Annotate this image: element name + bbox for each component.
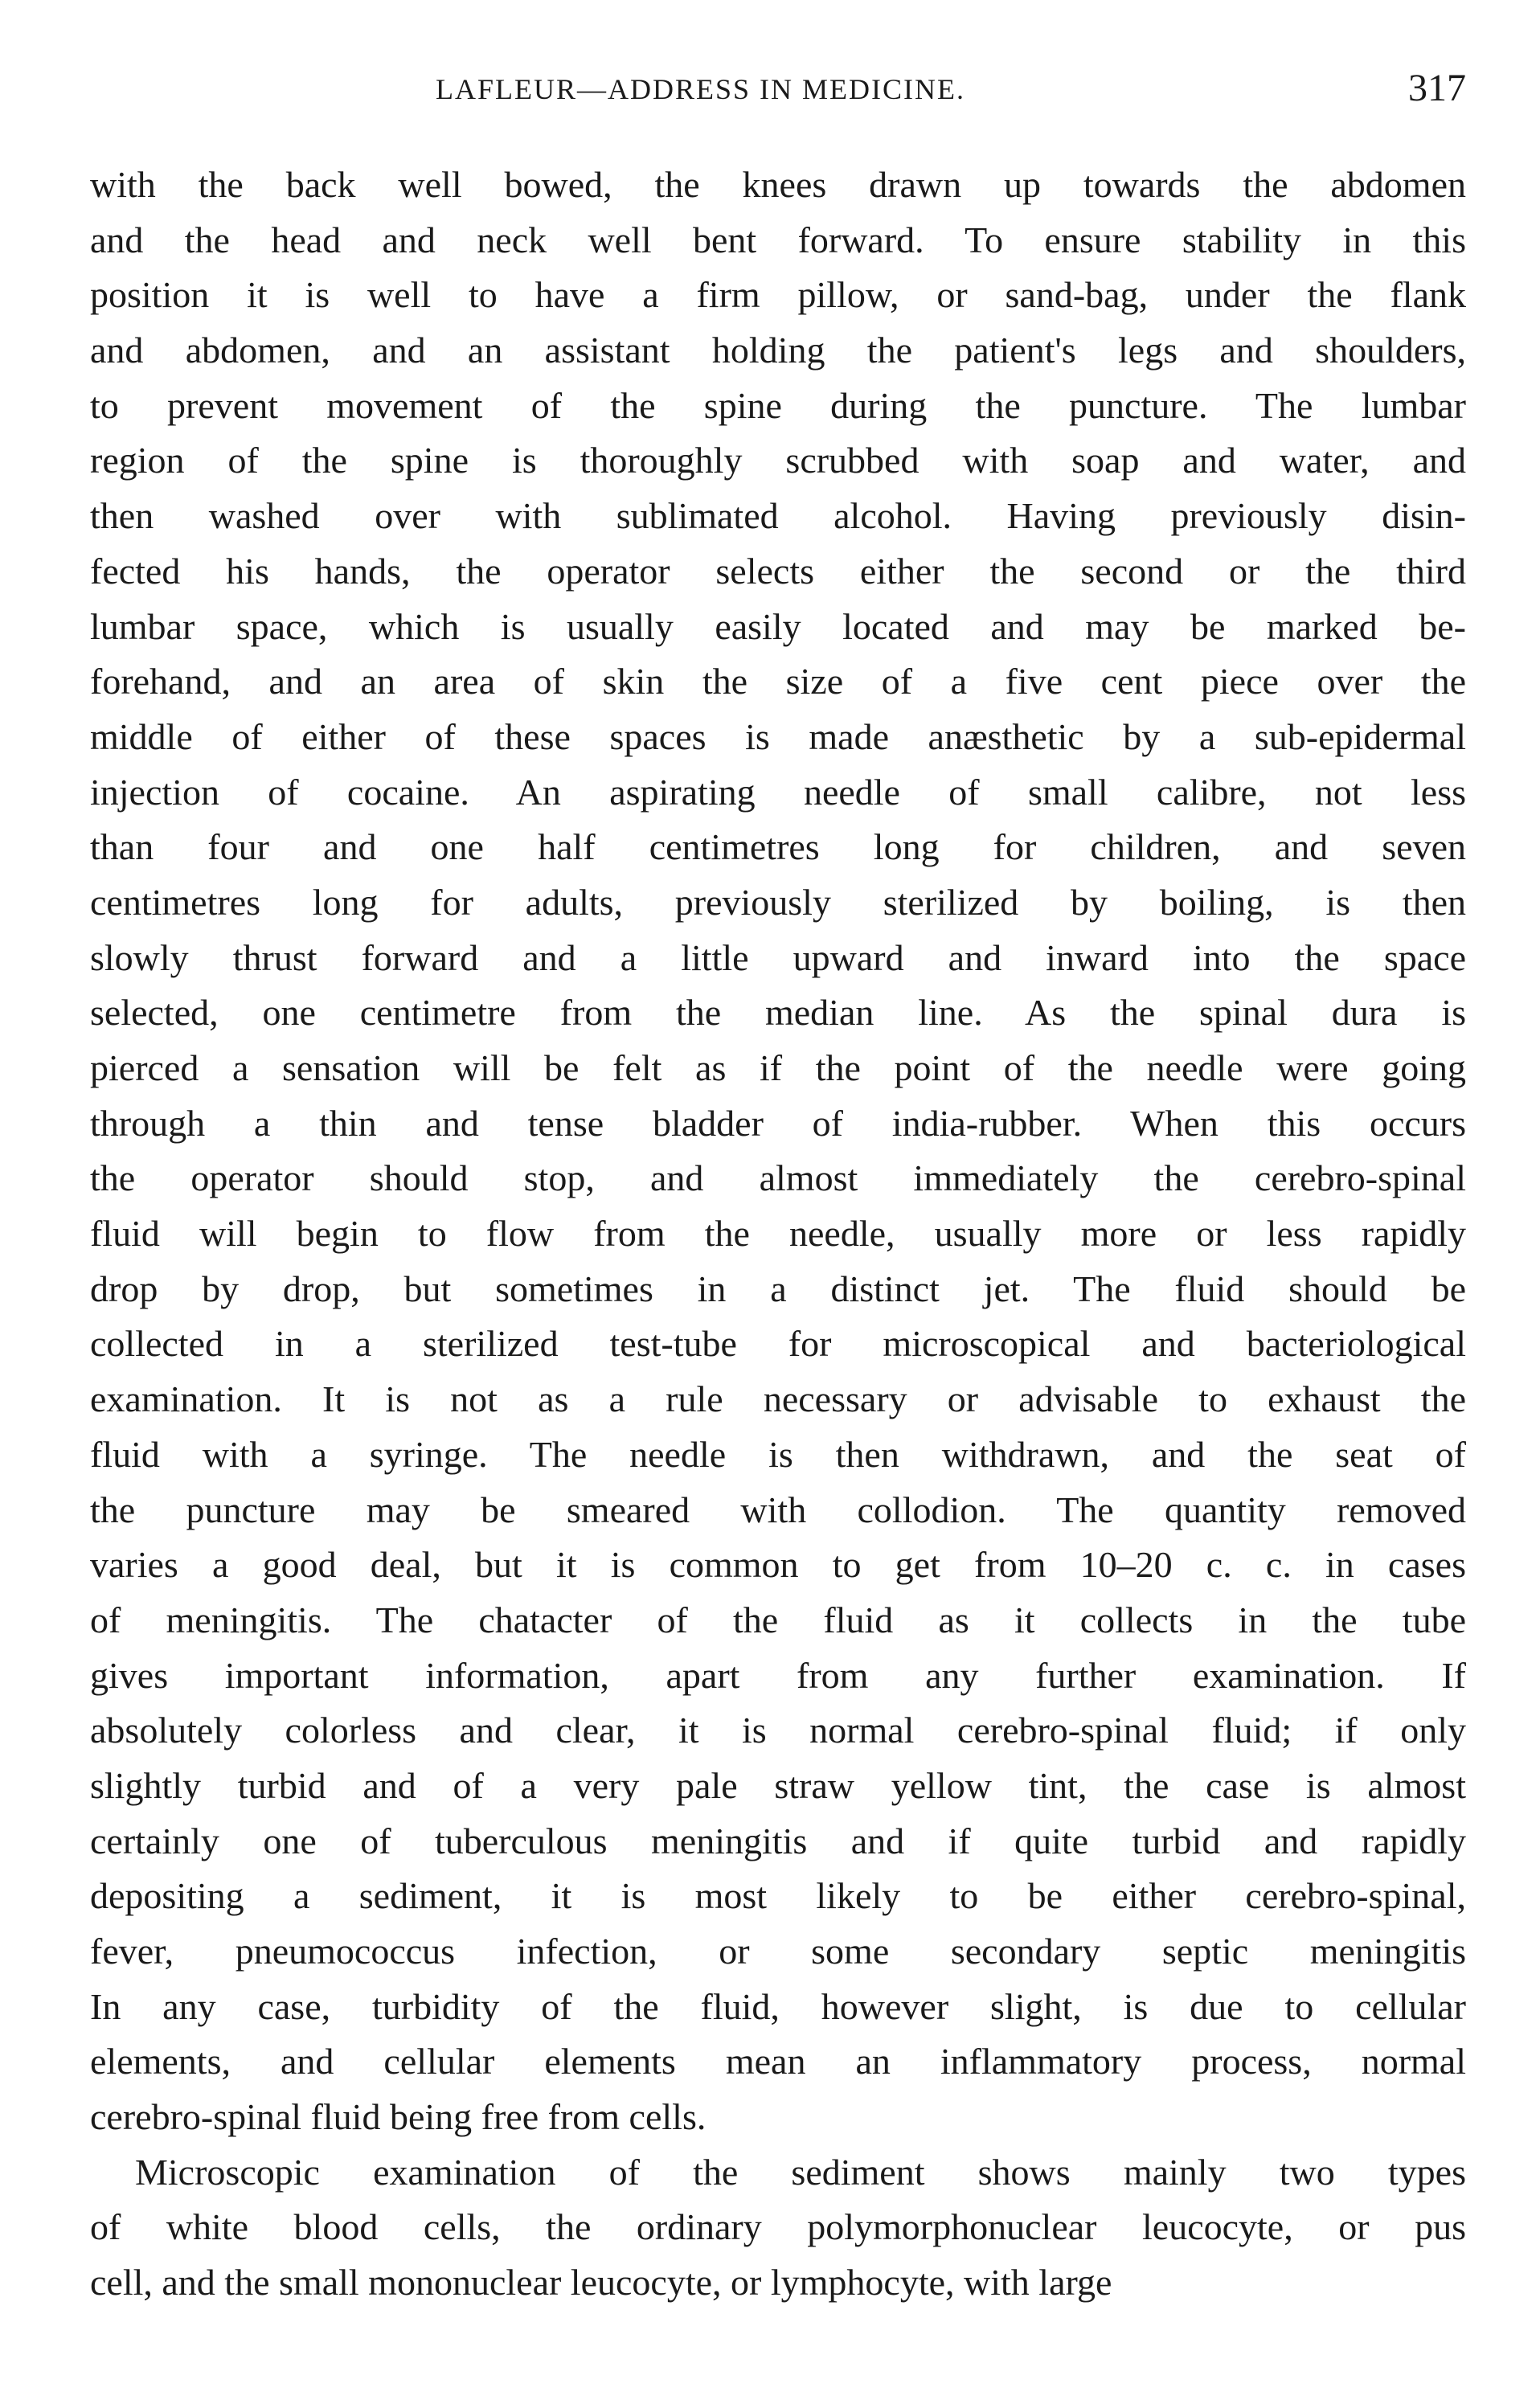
body-text xyxy=(90,158,1466,2311)
text-line: selected, one centimetre from the median line. As the spinal dura is xyxy=(90,992,1466,1034)
text-line: cerebro-spinal fluid being free from cells. xyxy=(90,2096,707,2138)
text-line: fever, pneumococcus infection, or some secondary septic meningitis xyxy=(90,1931,1466,1972)
text-line: collected in a sterilized test-tube for microscopical and bacteriological xyxy=(90,1323,1466,1365)
text-line: to prevent movement of the spine during the puncture. The lumbar xyxy=(90,384,1466,426)
text-line: pierced a sensation will be felt as if the point of the needle were going xyxy=(90,1047,1466,1088)
text-line: elements, and cellular elements mean an inflammatory process, normal xyxy=(90,2041,1466,2082)
text-line: than four and one half centimetres long for children, and seven xyxy=(90,826,1466,868)
text-line: forehand, and an area of skin the size of a five cent piece over the xyxy=(90,661,1466,702)
text-line: position it is well to have a firm pillow, or sand-bag, under the flank xyxy=(90,274,1466,316)
running-title: LAFLEUR—ADDRESS IN MEDICINE. xyxy=(436,73,965,105)
text-line: through a thin and tense bladder of india-rubber. When this occurs xyxy=(90,1102,1466,1144)
paragraph xyxy=(90,2145,1466,2311)
text-line: varies a good deal, but it is common to get from 10–20 c. c. in cases xyxy=(90,1544,1466,1586)
text-line: and abdomen, and an assistant holding the patient's legs and shoulders, xyxy=(90,330,1466,371)
text-line: middle of either of these spaces is made anæsthetic by a sub-epidermal xyxy=(90,715,1466,757)
text-line: injection of cocaine. An aspirating needle of small calibre, not less xyxy=(90,771,1466,813)
text-line: absolutely colorless and clear, it is normal cerebro-spinal fluid; if only xyxy=(90,1710,1466,1751)
text-line: region of the spine is thoroughly scrubbed with soap and water, and xyxy=(90,440,1466,481)
text-line: the operator should stop, and almost immediately the cerebro-spinal xyxy=(90,1157,1466,1199)
text-line: fected his hands, the operator selects either the second or the third xyxy=(90,550,1466,592)
text-line: the puncture may be smeared with collodion. The quantity removed xyxy=(90,1489,1466,1530)
text-line: Microscopic examination of the sediment shows mainly two types xyxy=(135,2151,1466,2193)
text-line: drop by drop, but sometimes in a distinct jet. The fluid should be xyxy=(90,1267,1466,1309)
text-line: examination. It is not as a rule necessary or advisable to exhaust the xyxy=(90,1378,1466,1420)
text-line: cell, and the small mononuclear leucocyte, or lymphocyte, with large xyxy=(90,2262,1112,2304)
running-header xyxy=(90,66,1466,122)
text-line: centimetres long for adults, previously sterilized by boiling, is then xyxy=(90,881,1466,923)
text-line: fluid with a syringe. The needle is then withdrawn, and the seat of xyxy=(90,1433,1466,1475)
text-line: of white blood cells, the ordinary polymorphonuclear leucocyte, or pus xyxy=(90,2206,1466,2248)
page-number: 317 xyxy=(1408,67,1466,109)
text-line: with the back well bowed, the knees drawn up towards the abdomen xyxy=(90,164,1466,205)
text-line: In any case, turbidity of the fluid, however slight, is due to cellular xyxy=(90,1985,1466,2027)
text-line: depositing a sediment, it is most likely to be either cerebro-spinal, xyxy=(90,1875,1466,1917)
text-line: then washed over with sublimated alcohol. Having previously disin- xyxy=(90,495,1466,537)
text-line: fluid will begin to flow from the needle, usually more or less rapidly xyxy=(90,1213,1466,1255)
text-line: slowly thrust forward and a little upward and inward into the space xyxy=(90,936,1466,978)
text-line: certainly one of tuberculous meningitis and if quite turbid and rapidly xyxy=(90,1820,1466,1861)
text-line: lumbar space, which is usually easily located and may be marked be- xyxy=(90,605,1466,647)
paragraph xyxy=(90,158,1466,2145)
text-line: and the head and neck well bent forward. To ensure stability in this xyxy=(90,219,1466,260)
text-line: gives important information, apart from any further examination. If xyxy=(90,1654,1466,1696)
text-line: of meningitis. The chatacter of the fluid as it collects in the tube xyxy=(90,1599,1466,1640)
text-line: slightly turbid and of a very pale straw yellow tint, the case is almost xyxy=(90,1764,1466,1806)
